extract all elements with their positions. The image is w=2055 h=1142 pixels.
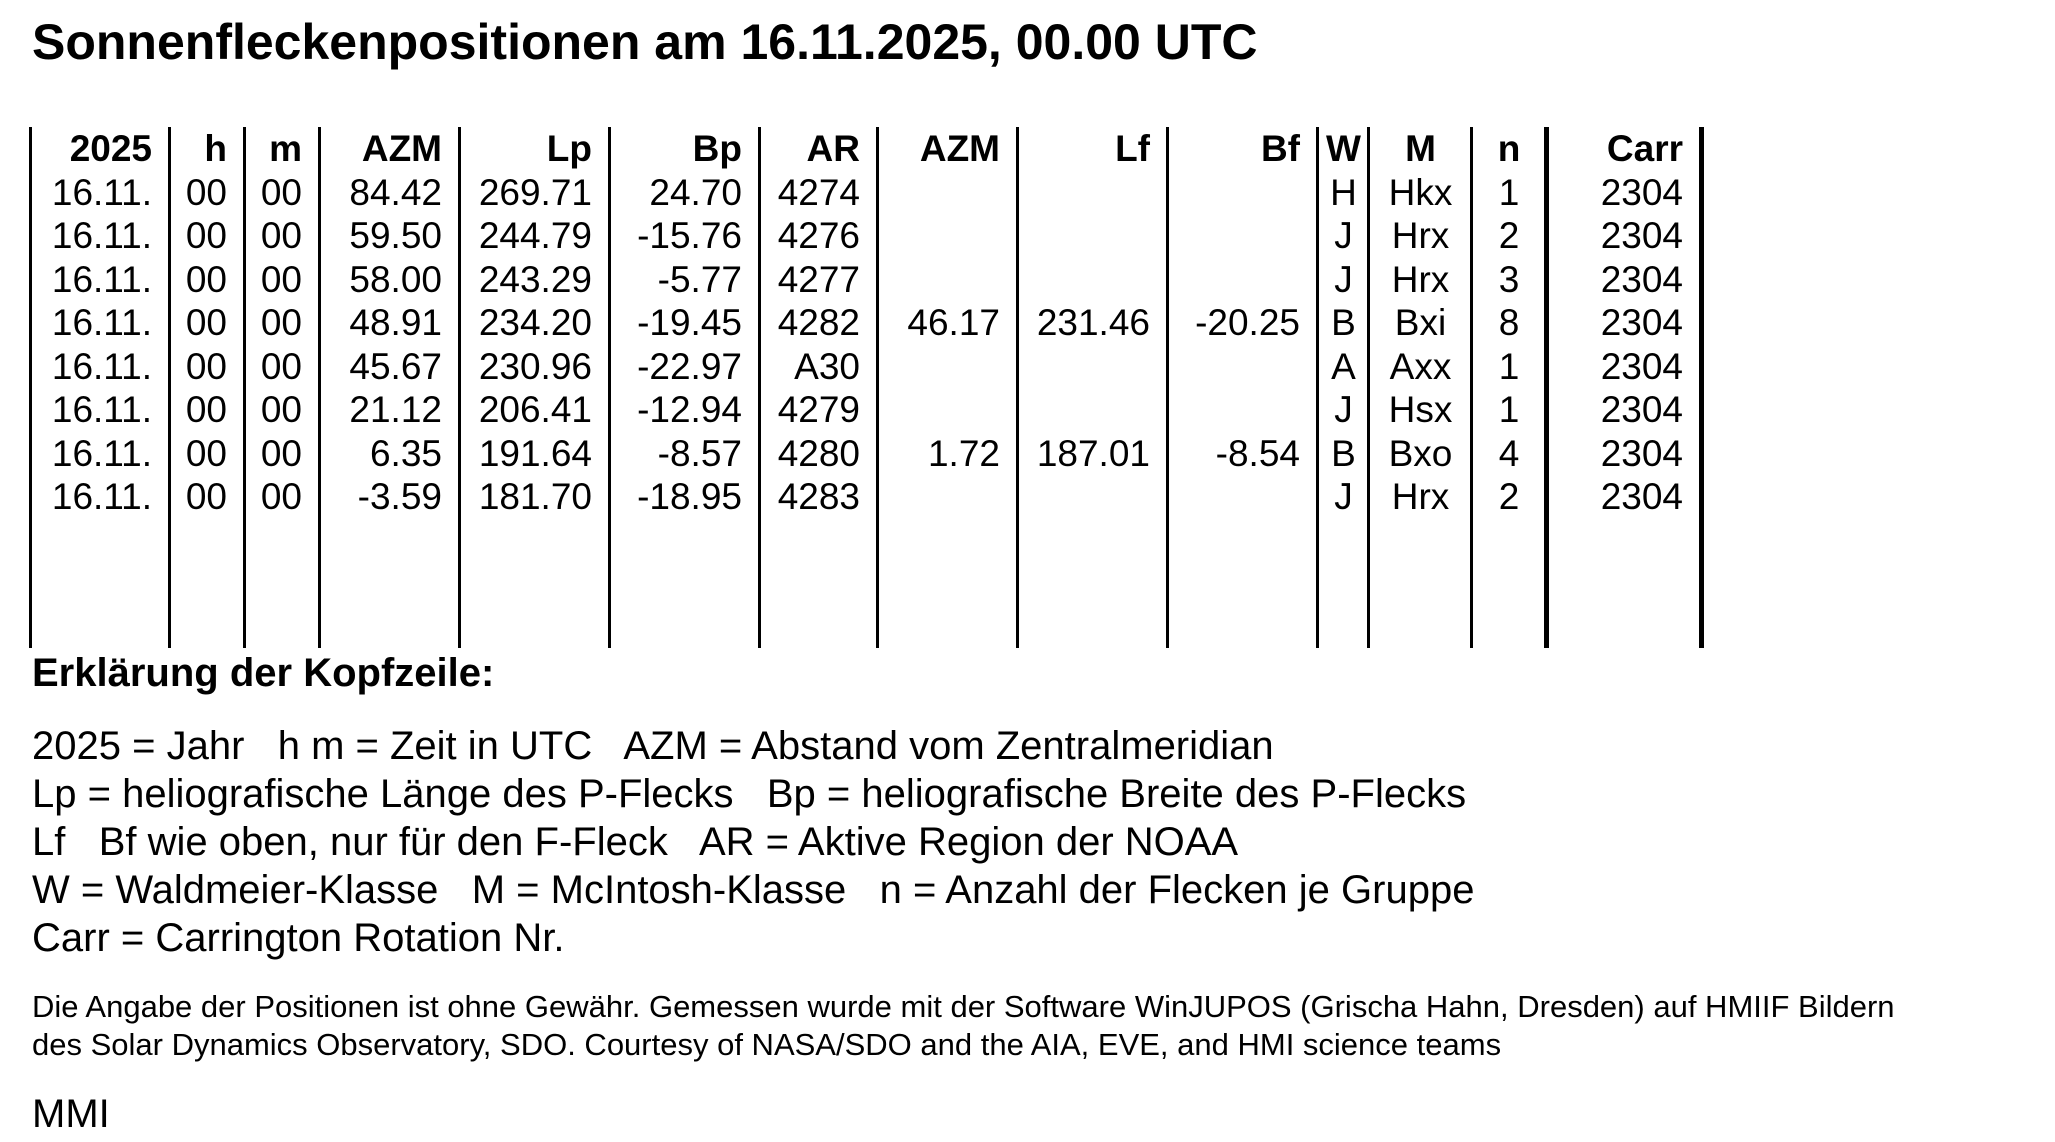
table-cell-lp: 230.96 [478,345,592,387]
table-cell-azm-f [880,214,1000,258]
table-cell-count: 2 [1498,215,1520,256]
table-cell-count: 1 [1498,171,1520,213]
table-cell-carrington: 2304 [1600,302,1683,343]
table-cell-lf: 231.46 [1036,302,1150,343]
column-header-carrington: Carr [1606,128,1683,169]
table-cell-minute: 00 [260,389,302,430]
table-column-divider [168,127,171,648]
table-cell-lf: 187.01 [1036,432,1150,474]
table-cell-waldmeier: J [1334,258,1353,300]
table-cell-date: 16.11. [51,171,152,213]
table-cell-azm-p: 6.35 [369,432,442,474]
disclaimer-line-2: des Solar Dynamics Observatory, SDO. Courtesy of NASA/SDO and the AIA, EVE, and HMI science teams [32,1027,1502,1062]
table-cell-carrington: 2304 [1600,345,1683,387]
table-cell-bp: -5.77 [657,258,742,300]
table-cell-hour: 00 [185,432,227,474]
table-cell-azm-f [880,475,1000,519]
table-cell-bf [1170,214,1300,258]
table-cell-date: 16.11. [51,258,152,300]
table-cell-lp: 243.29 [478,258,592,300]
table-cell-minute: 00 [260,171,302,213]
table-cell-lf [1020,214,1150,258]
table-cell-lp: 234.20 [478,302,592,343]
table-cell-hour: 00 [185,258,227,300]
table-cell-bf: -8.54 [1215,432,1300,474]
disclaimer-line-1: Die Angabe der Positionen ist ohne Gewähr. Gemessen wurde mit der Software WinJUPOS (Grischa Hahn, Dresden) auf HMIIF Bildern [32,989,1895,1024]
page-title: Sonnenfleckenpositionen am 16.11.2025, 00.00 UTC [32,14,1258,70]
table-cell-azm-f [880,171,1000,215]
table-cell-bp: -15.76 [637,215,742,256]
table-cell-lp: 269.71 [478,171,592,213]
table-column-divider [1316,127,1319,648]
table-cell-azm-f [880,345,1000,389]
table-column-divider [1367,127,1370,648]
table-cell-azm-p: 59.50 [349,215,442,256]
table-column-divider [1016,127,1019,648]
table-cell-ar: 4279 [777,389,860,430]
table-cell-azm-p: 48.91 [349,302,442,343]
table-cell-mcintosh: Hrx [1391,215,1450,256]
author-signature: MMI [32,1092,110,1136]
table-cell-waldmeier: A [1331,345,1356,387]
table-cell-lp: 191.64 [478,432,592,474]
table-cell-azm-p: -3.59 [357,476,442,517]
table-cell-count: 3 [1498,258,1520,300]
table-cell-date: 16.11. [51,432,152,474]
table-cell-bf [1170,388,1300,432]
table-cell-bf: -20.25 [1195,302,1300,343]
table-column-divider [608,127,611,648]
table-cell-ar: 4282 [777,302,860,343]
table-cell-mcintosh: Bxi [1394,302,1447,343]
column-header-hour: h [204,128,227,169]
table-cell-minute: 00 [260,302,302,343]
table-cell-count: 2 [1498,476,1520,517]
column-header-date: 2025 [69,128,152,169]
table-cell-azm-f: 46.17 [907,302,1000,343]
table-cell-bp: -19.45 [637,302,742,343]
table-column-divider [318,127,321,648]
table-cell-bp: -22.97 [637,345,742,387]
table-cell-carrington: 2304 [1600,215,1683,256]
explanation-line-lp-bp: Lp = heliografische Länge des P-Flecks Bp = heliografische Breite des P-Flecks [32,772,1467,816]
table-cell-bf [1170,258,1300,302]
table-cell-bf [1170,171,1300,215]
explanation-line-w-m-n: W = Waldmeier-Klasse M = McIntosh-Klasse n = Anzahl der Flecken je Gruppe [32,868,1475,912]
column-header-bf: Bf [1260,128,1300,169]
table-cell-hour: 00 [185,476,227,517]
table-cell-mcintosh: Hkx [1388,171,1453,213]
table-cell-azm-f: 1.72 [927,432,1000,474]
table-cell-date: 16.11. [51,302,152,343]
table-cell-hour: 00 [185,215,227,256]
table-cell-date: 16.11. [51,345,152,387]
table-cell-minute: 00 [260,258,302,300]
column-header-lf: Lf [1115,128,1150,169]
table-cell-carrington: 2304 [1600,476,1683,517]
table-cell-ar: 4283 [777,476,860,517]
table-cell-lf [1020,345,1150,389]
table-cell-bp: -12.94 [637,389,742,430]
table-cell-mcintosh: Hrx [1391,258,1450,300]
table-column-divider [1699,127,1704,648]
table-cell-waldmeier: J [1334,476,1353,517]
table-cell-bp: -8.57 [657,432,742,474]
table-cell-ar: 4280 [777,432,860,474]
table-cell-carrington: 2304 [1600,171,1683,213]
table-cell-ar: 4277 [777,258,860,300]
table-cell-azm-f [880,258,1000,302]
table-cell-lp: 206.41 [478,389,592,430]
table-column-divider [458,127,461,648]
table-cell-bp: -18.95 [637,476,742,517]
table-cell-minute: 00 [260,432,302,474]
table-cell-minute: 00 [260,215,302,256]
table-cell-carrington: 2304 [1600,389,1683,430]
table-cell-count: 1 [1498,389,1520,430]
table-cell-ar: 4274 [777,171,860,213]
table-cell-lf [1020,171,1150,215]
table-cell-date: 16.11. [51,215,152,256]
column-header-minute: m [269,128,302,169]
table-cell-count: 1 [1498,345,1520,387]
table-cell-mcintosh: Hrx [1391,476,1450,517]
column-header-lp: Lp [546,128,592,169]
table-cell-waldmeier: J [1334,389,1353,430]
table-cell-count: 8 [1498,302,1520,343]
table-column-divider [1470,127,1473,648]
table-cell-ar: 4276 [777,215,860,256]
table-cell-hour: 00 [185,345,227,387]
explanation-line-year-time-azm: 2025 = Jahr h m = Zeit in UTC AZM = Abstand vom Zentralmeridian [32,724,1274,768]
table-column-divider [1166,127,1169,648]
table-cell-azm-p: 84.42 [349,171,442,213]
table-cell-azm-p: 58.00 [349,258,442,300]
table-cell-bf [1170,475,1300,519]
table-cell-bf [1170,345,1300,389]
column-header-bp: Bp [692,128,742,169]
explanation-heading: Erklärung der Kopfzeile: [32,651,495,695]
table-column-divider [29,127,32,648]
table-column-divider [758,127,761,648]
table-cell-waldmeier: B [1331,432,1356,474]
table-cell-waldmeier: H [1330,171,1357,213]
column-header-azm-p: AZM [361,128,442,169]
table-cell-carrington: 2304 [1600,432,1683,474]
column-header-count: n [1497,128,1521,169]
column-header-waldmeier: W [1326,128,1361,169]
column-header-mcintosh: M [1405,128,1436,169]
explanation-line-carr: Carr = Carrington Rotation Nr. [32,916,565,960]
table-cell-lp: 244.79 [478,215,592,256]
table-cell-ar: A30 [794,345,860,387]
table-cell-carrington: 2304 [1600,258,1683,300]
table-cell-hour: 00 [185,389,227,430]
table-column-divider [876,127,879,648]
table-cell-waldmeier: B [1331,302,1356,343]
table-cell-minute: 00 [260,345,302,387]
column-header-ar: AR [806,128,860,169]
table-cell-hour: 00 [185,302,227,343]
table-cell-minute: 00 [260,476,302,517]
table-cell-date: 16.11. [51,476,152,517]
table-cell-lf [1020,258,1150,302]
table-cell-waldmeier: J [1334,215,1353,256]
table-cell-mcintosh: Axx [1389,345,1452,387]
table-cell-lf [1020,475,1150,519]
sunspot-position-table [29,127,1705,648]
table-cell-date: 16.11. [51,389,152,430]
explanation-line-lf-bf-ar: Lf Bf wie oben, nur für den F-Fleck AR = Aktive Region der NOAA [32,820,1239,864]
column-header-azm-f: AZM [919,128,1000,169]
table-cell-lf [1020,388,1150,432]
table-cell-azm-p: 45.67 [349,345,442,387]
table-cell-mcintosh: Bxo [1388,432,1453,474]
table-cell-lp: 181.70 [478,476,592,517]
table-column-divider [243,127,246,648]
table-cell-mcintosh: Hsx [1388,389,1453,430]
table-cell-azm-f [880,388,1000,432]
table-cell-count: 4 [1498,432,1520,474]
table-cell-hour: 00 [185,171,227,213]
table-cell-azm-p: 21.12 [349,389,442,430]
table-cell-bp: 24.70 [649,171,742,213]
